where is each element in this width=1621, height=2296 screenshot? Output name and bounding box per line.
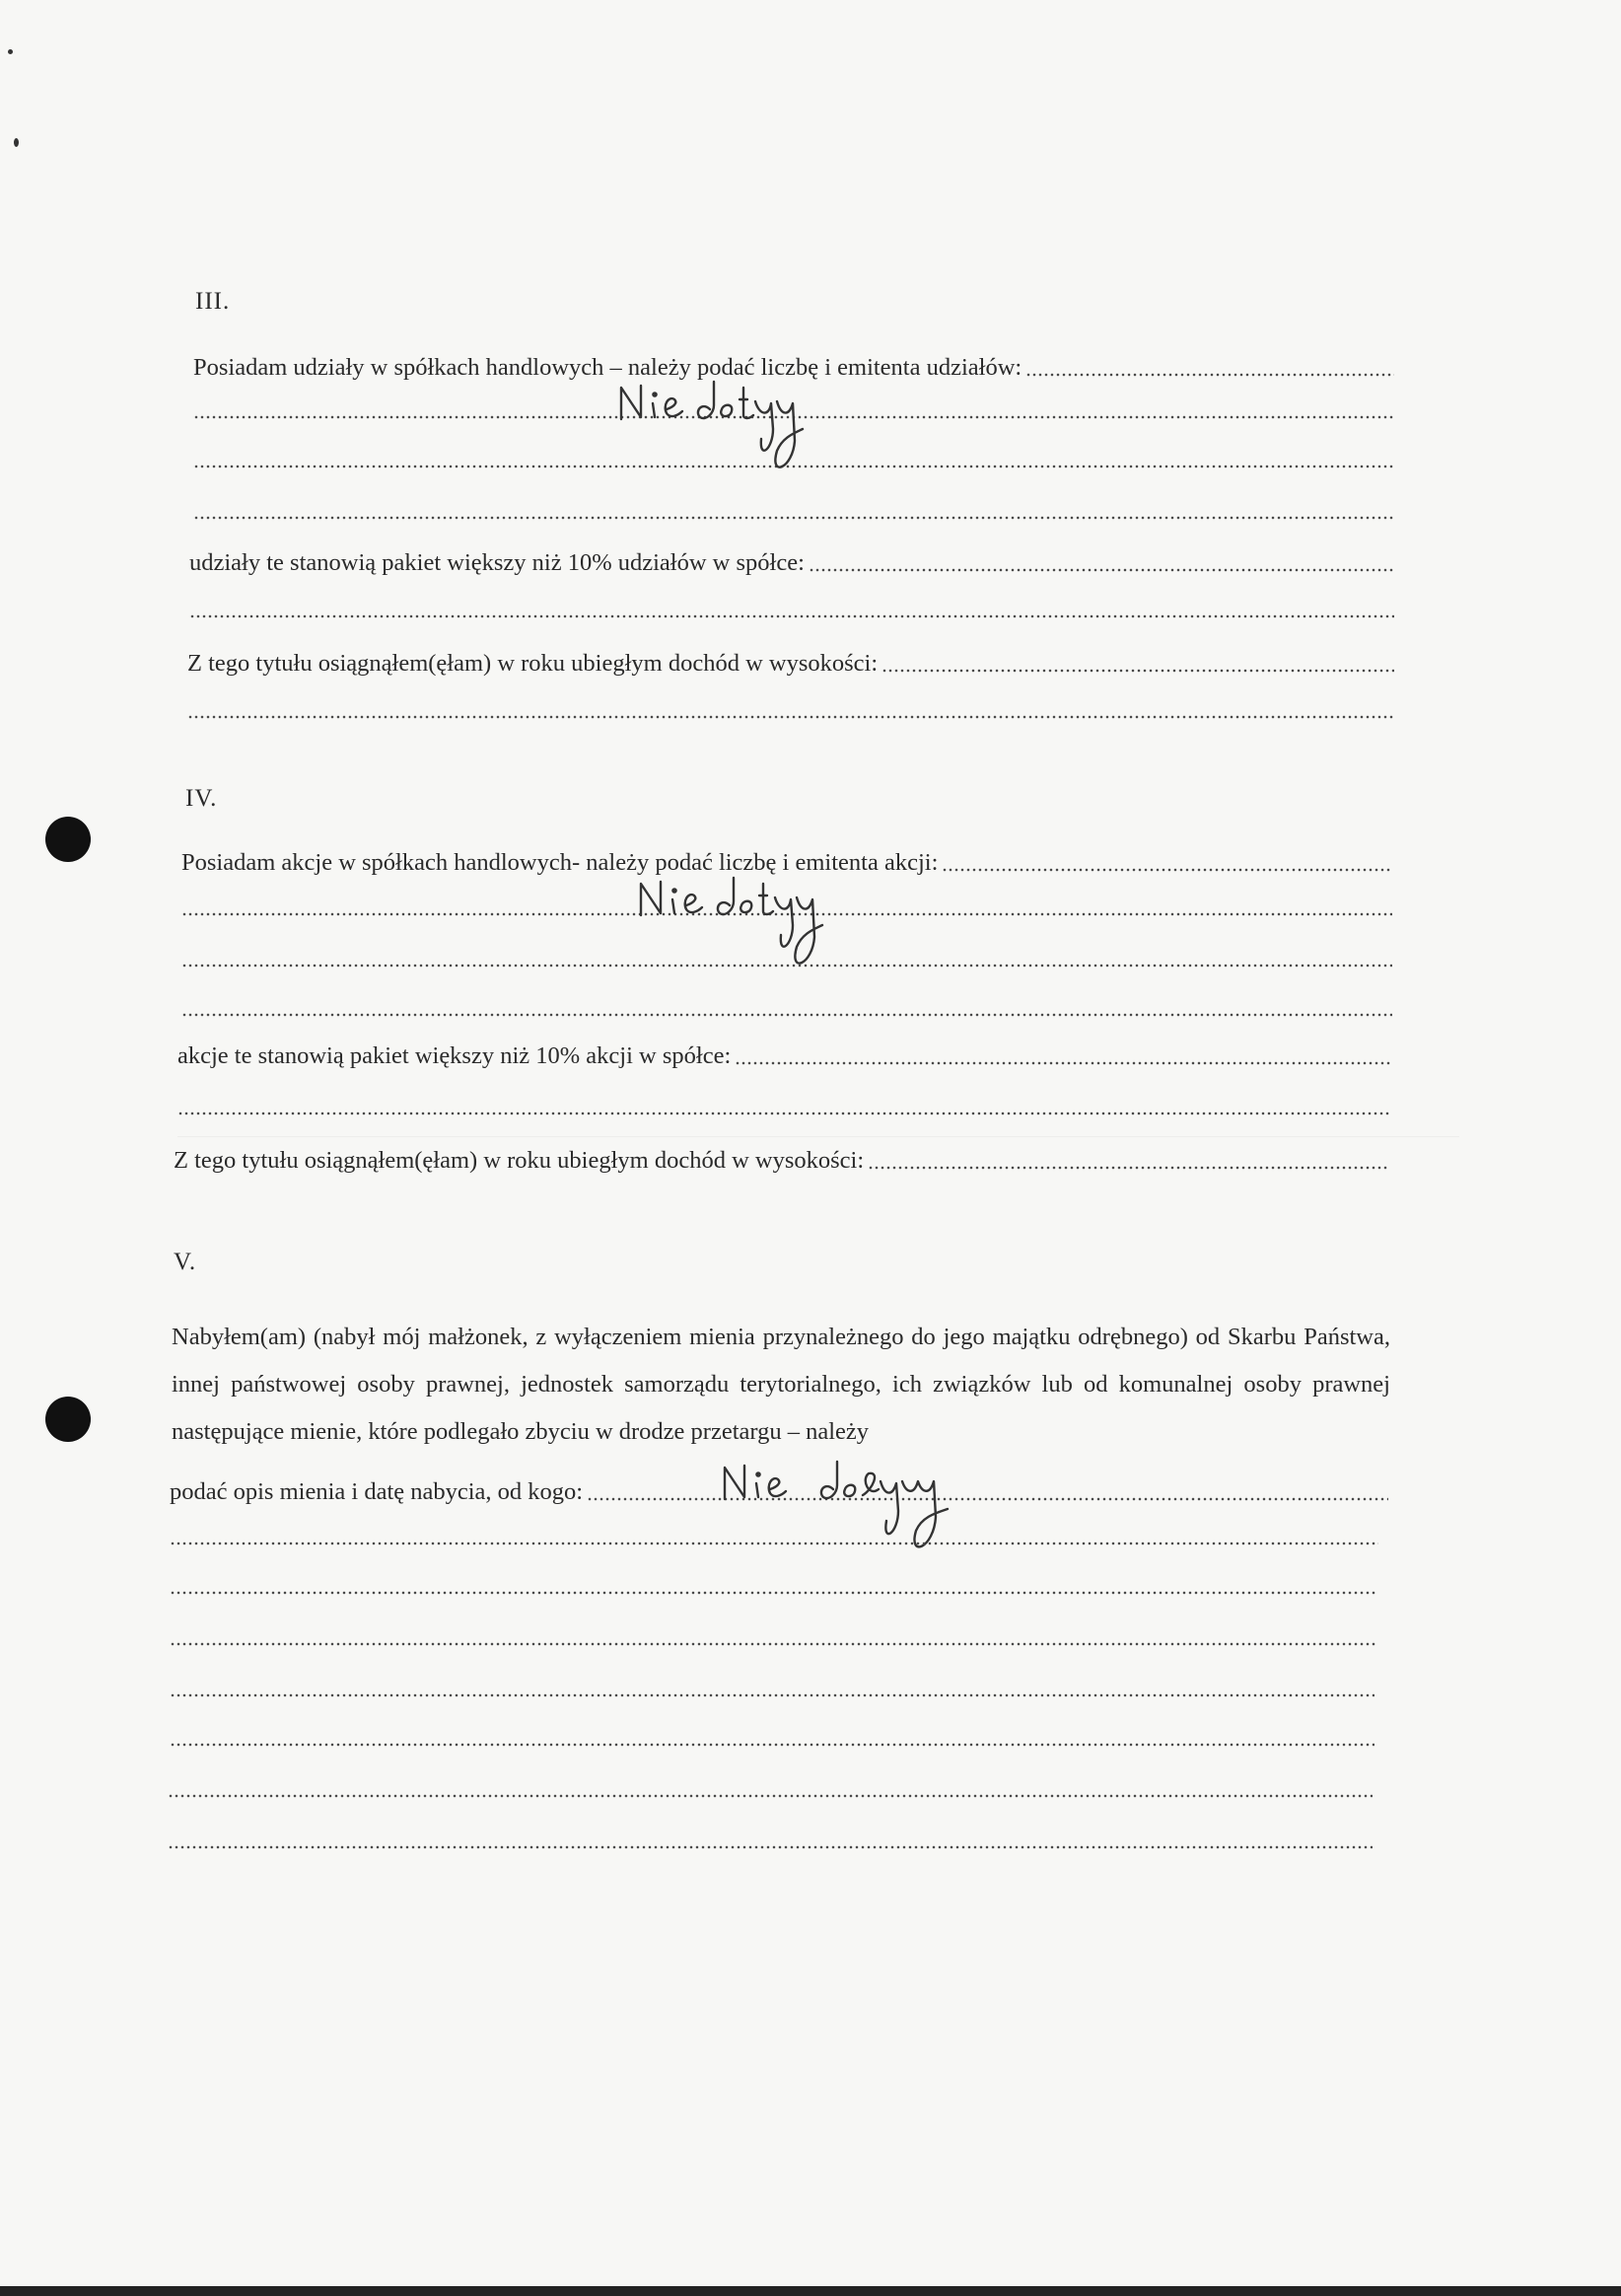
fill-line [181, 1012, 1392, 1018]
section-5-paragraph: Nabyłem(am) (nabył mój małżonek, z wyłączeniem mienia przynależnego do jego majątku odrębnego) od Skarbu Państwa, innej państwowej osoby prawnej, jednostek samorządu terytorialnego, ich związków lub od komunalnej osoby prawnej następujące mienie, które podlegało zbyciu w drodze przetargu – należy [172, 1324, 1390, 1445]
section-3-over10-line [189, 546, 1394, 580]
section-4-over10-label: akcje te stanowią pakiet większy niż 10% akcji w spółce: [177, 1042, 732, 1069]
fill-line [809, 567, 1394, 573]
section-3-income-label: Z tego tytułu osiągnąłem(ęłam) w roku ubiegłym dochód w wysokości: [187, 650, 879, 677]
scan-speck [8, 49, 13, 54]
section-5-heading: V. [174, 1249, 197, 1275]
section-4-heading: IV. [185, 785, 218, 812]
fill-line [168, 1844, 1373, 1850]
fill-line [177, 1111, 1390, 1116]
section-4-income-line [174, 1144, 1388, 1178]
section-4-income-label: Z tego tytułu osiągnąłem(ęłam) w roku ubiegłym dochód w wysokości: [174, 1147, 865, 1174]
section-3-shares-label: Posiadam udziały w spółkach handlowych – należy podać liczbę i emitenta udziałów: [193, 354, 1022, 381]
fill-line [168, 1793, 1373, 1799]
scan-speck [14, 138, 19, 147]
fill-line [189, 613, 1394, 619]
fill-line [881, 668, 1394, 674]
fill-line [735, 1060, 1390, 1066]
fill-line [942, 867, 1392, 873]
fill-line [868, 1165, 1388, 1171]
handwritten-answer-5 [715, 1460, 1001, 1568]
punch-hole-bottom [45, 1397, 91, 1442]
section-3-heading: III. [195, 288, 231, 315]
section-3-income-line [187, 647, 1394, 681]
fill-line [170, 1641, 1376, 1647]
punch-hole-top [45, 817, 91, 862]
fill-line [170, 1590, 1376, 1596]
fill-line [187, 714, 1394, 720]
fill-line [1025, 372, 1394, 378]
handwritten-answer-4 [631, 876, 868, 984]
section-5-acquisition-label: podać opis mienia i datę nabycia, od kogo: [170, 1478, 584, 1505]
section-4-stocks-label: Posiadam akcje w spółkach handlowych- należy podać liczbę i emitenta akcji: [181, 849, 939, 876]
fill-line [170, 1742, 1374, 1748]
handwritten-answer-3 [611, 380, 848, 488]
section-4-over10-line [177, 1040, 1390, 1073]
scan-bottom-edge [0, 2286, 1621, 2296]
section-4-stocks-line [181, 846, 1392, 880]
fill-line [193, 515, 1394, 521]
fill-line [170, 1692, 1374, 1698]
section-3-over10-label: udziały te stanowią pakiet większy niż 10% udziałów w spółce: [189, 549, 805, 576]
fill-line [170, 1541, 1378, 1546]
paper-fold [177, 1136, 1459, 1137]
